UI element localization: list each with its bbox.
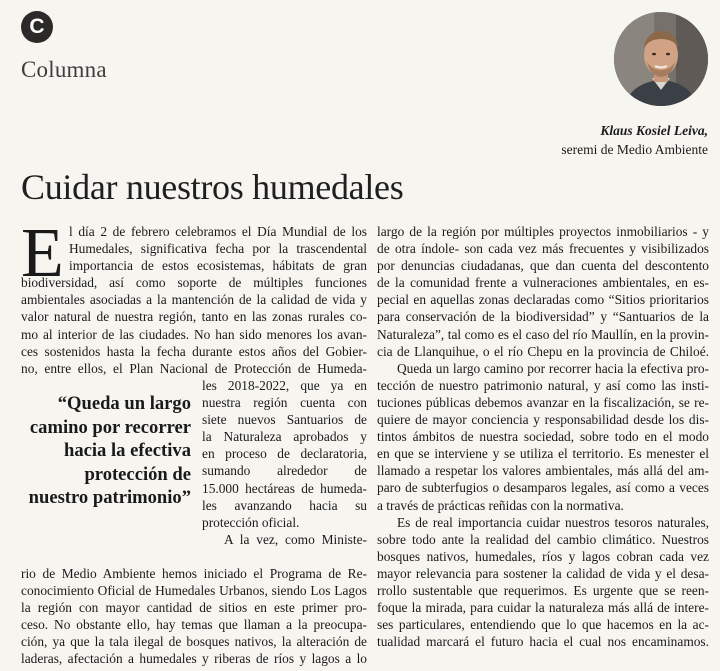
text-line: sobre todo ante la realidad del cambio climático. Nuestros [377,531,709,547]
section-label: Columna [21,57,107,82]
text-line: A la vez, como Ministe- [224,531,367,547]
pull-quote: “Queda un largo camino por recorrer hacia la efectiva protección de nuestro patrimonio” [28,393,191,508]
text-line: sumando alrededor de [202,463,367,479]
text-line: valor natural de nuestra región, tanto en las zonas rurales co- [21,309,367,325]
column-1-top [21,215,367,377]
text-line: Humedales, significativa fecha por la trascendental [69,241,367,257]
text-line: tintos ámbitos de nuestra sociedad, sobre todo en el modo [377,429,709,445]
text-line: 15.000 hectáreas de humeda- [202,480,367,496]
text-line: paro de subterfugios o desamparos legales, así como a veces [377,480,709,496]
text-line: laderas, afectación a humedales y riberas de ríos y lagos a lo [21,651,367,667]
text-line: la Naturaleza aprobados y [202,429,367,445]
text-line: en proceso de declaratoria, [202,446,367,462]
text-line: l día 2 de febrero celebramos el Día Mundial de los [69,224,367,239]
column-2 [377,223,709,650]
text-line: Queda un largo camino por recorrer hacia la efectiva pro- [397,360,709,376]
column-1-side [202,377,367,548]
text-line: biodiversidad, así como soporte de múltiples funciones [21,275,367,291]
author-name: Klaus Kosiel Leiva, [600,123,708,138]
text-line: protección oficial. [202,514,300,530]
text-line: les avanzando hacia su [202,497,367,513]
text-line: tualidad marcará el futuro hacia el cual nos encaminamos. [377,634,709,650]
text-line: siete nuevos Santuarios de [202,412,367,428]
article-headline: Cuidar nuestros humedales [21,167,404,207]
text-line: de otra índole- son cada vez más frecuentes y visibilizados [377,241,709,257]
text-line: bosques nativos, humedales, ríos y lagos cobran cada vez [377,548,709,564]
author-byline [561,121,708,159]
text-line: quiere de mayor conciencia y responsabilidad desde los dis- [377,412,709,428]
text-line: de la comunidad frente a vulneraciones ambientales, en es- [377,275,709,291]
text-line: importancia de estos ecosistemas, hábitats de gran [69,258,367,274]
text-line: la región con mayor cantidad de sitios en este primer pro- [21,600,367,616]
text-line: ceso. No obstante ello, hay temas que llaman a la preocupa- [21,617,367,633]
author-role: seremi de Medio Ambiente [561,142,708,157]
drop-cap: E [21,215,64,292]
author-portrait-icon [614,12,708,106]
text-line: tección de nuestro patrimonio natural, y así como las insti- [377,377,709,393]
text-line: para conservación de la biodiversidad” y “Santuarios de la [377,309,709,325]
text-line: rrollo sustentable que requerimos. Es urgente que se reen- [377,582,709,598]
text-line: mo al interior de las ciudades. No han sido menores los avan- [21,326,367,342]
text-line: foque la mirada, para cuidar la naturaleza más allá de intere- [377,600,709,616]
text-line: por denuncias ciudadanas, que dan cuenta del descontento [377,258,709,274]
text-line: mayor relevancia para sostener la calidad de vida y el desa- [377,565,709,581]
text-line: en que se interviene y se utiliza el territorio. Es menester el [377,446,709,462]
column-1-bottom [21,565,367,668]
text-line: conocimiento Oficial de Humedales Urbanos, siendo Los Lagos [21,583,367,599]
text-line: no, entre ellos, el Plan Nacional de Protección de Humeda- [21,360,367,376]
text-line: les 2018-2022, que ya en [202,378,367,393]
text-line: ces sostenidos hasta la fecha durante estos años del Gobier- [21,343,367,359]
text-line: ción, ya que la tala ilegal de bosques nativos, la alteración de [21,634,367,650]
author-photo [614,12,708,106]
text-line: cia de Llanquihue, o el río Chepu en la provincia de Chiloé. [377,343,709,359]
text-line: ambientales asociadas a la mantención de la calidad de vida y [21,292,367,308]
text-line: largo de la región por múltiples proyectos inmobiliarios - y [377,224,709,239]
text-line: tuciones públicas debemos avanzar en la fiscalización, se re- [377,394,709,410]
text-line: a través de prácticas reñidas con la normativa. [377,497,624,513]
text-line: Naturaleza”, tal como es el caso del río Maullín, en la provin- [377,326,709,342]
column-badge: C [21,11,53,43]
text-line: llamado a respetar los valores ambientales, más allá del am- [377,463,709,479]
text-line: Es de real importancia cuidar nuestros tesoros naturales, [397,514,709,530]
text-line: rio de Medio Ambiente hemos iniciado el Programa de Re- [21,566,367,581]
text-line: ses particulares, entendiendo que lo que hacemos en la ac- [377,617,709,633]
text-line: pecial en aquellas zonas declaradas como “Sitios prioritarios [377,292,709,308]
text-line: nuestra región cuenta con [202,395,367,411]
